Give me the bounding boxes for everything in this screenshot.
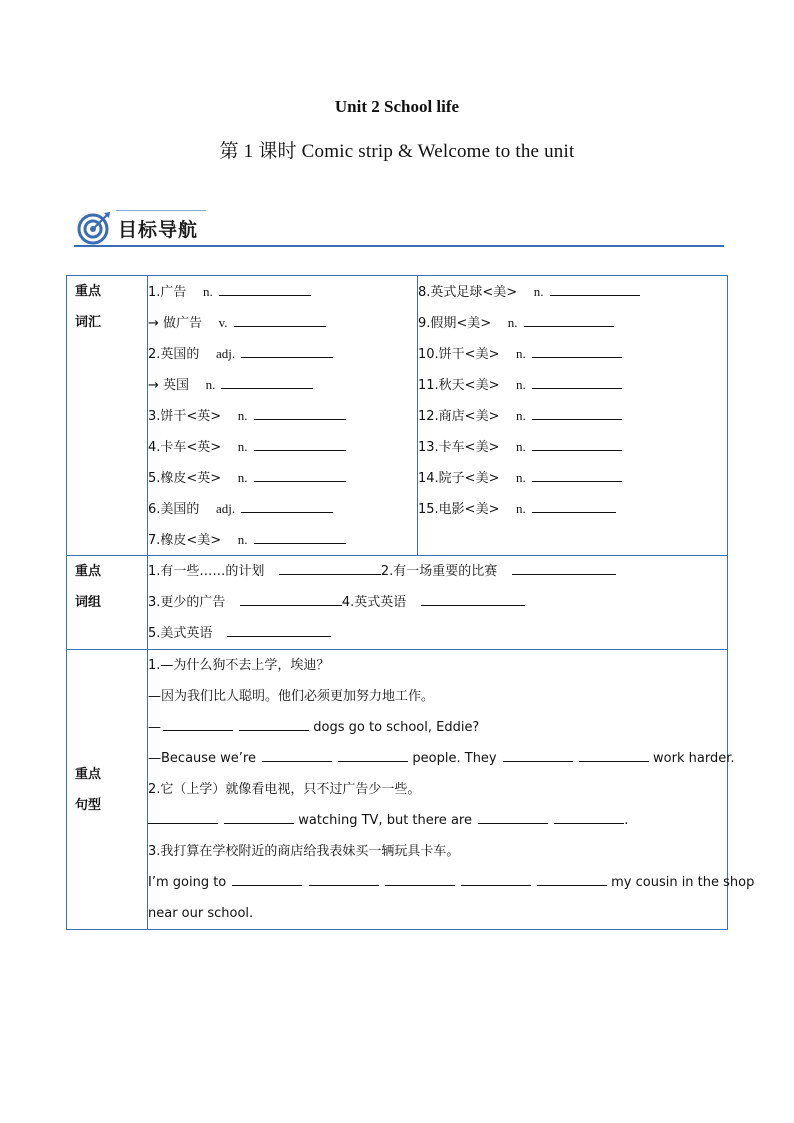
section-header <box>74 205 724 249</box>
vocab-item: 7.橡皮<美> n. <box>148 524 417 555</box>
answer-blank[interactable] <box>224 809 294 824</box>
sentence-en: — dogs go to school, Eddie? <box>148 712 727 743</box>
vocab-item: 10.饼干<美> n. <box>418 338 727 369</box>
vocab-item: 8.英式足球<美> n. <box>418 276 727 307</box>
answer-blank[interactable] <box>532 436 622 451</box>
answer-blank[interactable] <box>239 716 309 731</box>
answer-blank[interactable] <box>227 622 331 637</box>
vocab-item: 6.美国的 adj. <box>148 493 417 524</box>
phrases-row <box>67 556 728 650</box>
phrase-line: 5.美式英语 <box>148 618 727 649</box>
sentences-row <box>67 650 728 930</box>
sentences-label: 重点 句型 <box>67 650 148 930</box>
answer-blank[interactable] <box>512 560 616 575</box>
answer-blank[interactable] <box>221 374 313 389</box>
answer-blank[interactable] <box>385 871 455 886</box>
phrases-label: 重点 词组 <box>67 556 148 650</box>
sentence-cn: 3.我打算在学校附近的商店给我表妹买一辆玩具卡车。 <box>148 844 460 859</box>
header-top-rule <box>116 210 206 211</box>
answer-blank[interactable] <box>254 436 346 451</box>
vocab-item: 15.电影<美> n. <box>418 493 727 524</box>
vocab-label: 重点 词汇 <box>67 276 148 556</box>
answer-blank[interactable] <box>234 312 326 327</box>
vocab-left-column <box>148 276 418 556</box>
vocab-item: 9.假期<美> n. <box>418 307 727 338</box>
answer-blank[interactable] <box>232 871 302 886</box>
answer-blank[interactable] <box>550 281 640 296</box>
sentence-cn: —因为我们比人聪明。他们必须更加努力地工作。 <box>148 689 435 704</box>
answer-blank[interactable] <box>532 374 622 389</box>
vocab-item: 11.秋天<美> n. <box>418 369 727 400</box>
sentence-en: —Because we’re people. They work harder. <box>148 743 727 774</box>
answer-blank[interactable] <box>254 405 346 420</box>
vocab-item: 5.橡皮<英> n. <box>148 462 417 493</box>
vocab-row <box>67 276 728 556</box>
study-table <box>66 275 755 930</box>
sentence-en: near our school. <box>148 906 254 921</box>
vocab-item: 1.广告 n. <box>148 276 417 307</box>
answer-blank[interactable] <box>241 498 333 513</box>
answer-blank[interactable] <box>478 809 548 824</box>
answer-blank[interactable] <box>254 467 346 482</box>
answer-blank[interactable] <box>554 809 624 824</box>
answer-blank[interactable] <box>338 747 408 762</box>
vocab-item: 2.英国的 adj. <box>148 338 417 369</box>
vocab-item: 12.商店<美> n. <box>418 400 727 431</box>
page-title: Unit 2 School life <box>334 97 460 116</box>
answer-blank[interactable] <box>537 871 607 886</box>
answer-blank[interactable] <box>219 281 311 296</box>
sentence-cn: 2.它（上学）就像看电视，只不过广告少一些。 <box>148 782 421 797</box>
header-bottom-rule <box>74 245 724 247</box>
answer-blank[interactable] <box>579 747 649 762</box>
answer-blank[interactable] <box>532 343 622 358</box>
answer-blank[interactable] <box>524 312 614 327</box>
answer-blank[interactable] <box>262 747 332 762</box>
answer-blank[interactable] <box>532 498 616 513</box>
phrase-line: 1.有一些……的计划 2.有一场重要的比赛 <box>148 556 727 587</box>
vocab-item: 14.院子<美> n. <box>418 462 727 493</box>
sentence-en: I’m going to my cousin in the shop <box>148 867 727 898</box>
answer-blank[interactable] <box>163 716 233 731</box>
phrase-line: 3.更少的广告 4.英式英语 <box>148 587 727 618</box>
vocab-right-column <box>418 276 728 556</box>
vocab-item: 3.饼干<英> n. <box>148 400 417 431</box>
answer-blank[interactable] <box>241 343 333 358</box>
sentences-cell <box>148 650 755 930</box>
vocab-item: 13.卡车<美> n. <box>418 431 727 462</box>
vocab-item: 4.卡车<英> n. <box>148 431 417 462</box>
page-subtitle: 第 1 课时 Comic strip & Welcome to the unit <box>219 141 575 162</box>
answer-blank[interactable] <box>461 871 531 886</box>
sentence-cn: 1.—为什么狗不去上学，埃迪？ <box>148 658 330 673</box>
answer-blank[interactable] <box>532 467 622 482</box>
answer-blank[interactable] <box>421 591 525 606</box>
answer-blank[interactable] <box>254 529 346 544</box>
answer-blank[interactable] <box>148 809 218 824</box>
answer-blank[interactable] <box>503 747 573 762</box>
target-icon <box>77 211 111 245</box>
answer-blank[interactable] <box>240 591 342 606</box>
answer-blank[interactable] <box>309 871 379 886</box>
sentence-en: watching TV, but there are . <box>148 805 727 836</box>
phrases-cell <box>148 556 728 650</box>
answer-blank[interactable] <box>279 560 381 575</box>
answer-blank[interactable] <box>532 405 622 420</box>
vocab-item: → 英国 n. <box>148 369 417 400</box>
section-title: 目标导航 <box>118 219 199 241</box>
vocab-item: → 做广告 v. <box>148 307 417 338</box>
